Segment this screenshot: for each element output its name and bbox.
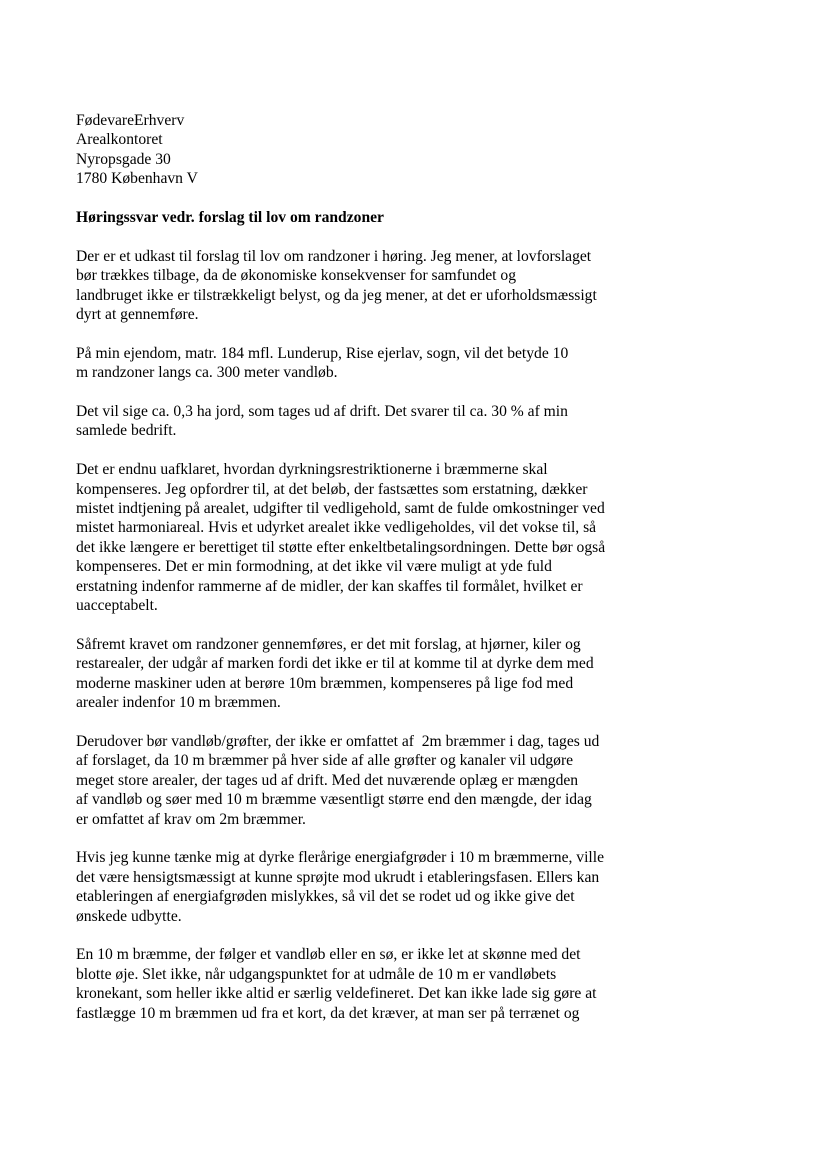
paragraph-line: etableringen af energiafgrøden mislykkes, så vil det se rodet ud og ikke give det (76, 888, 575, 906)
paragraph-line: arealer indenfor 10 m bræmmen. (76, 694, 281, 712)
paragraph-line: restarealer, der udgår af marken fordi det ikke er til at komme til at dyrke dem med (76, 655, 594, 673)
paragraph-8 (76, 945, 666, 1023)
paragraph-line: Det er endnu uafklaret, hvordan dyrkningsrestriktionerne i bræmmerne skal (76, 461, 548, 479)
paragraph-line: kronekant, som heller ikke altid er særlig veldefineret. Det kan ikke lade sig gøre at (76, 985, 597, 1003)
recipient-street: Nyropsgade 30 (76, 150, 171, 168)
paragraph-3 (76, 402, 666, 441)
paragraph-line: erstatning indenfor rammerne af de midler, der kan skaffes til formålet, hvilket er (76, 577, 583, 595)
paragraph-2 (76, 344, 666, 383)
paragraph-line: blotte øje. Slet ikke, når udgangspunktet for at udmåle de 10 m er vandløbets (76, 965, 557, 983)
paragraph-line: er omfattet af krav om 2m bræmmer. (76, 810, 306, 828)
paragraph-6 (76, 732, 666, 829)
paragraph-line: meget store arealer, der tages ud af drift. Med det nuværende oplæg er mængden (76, 771, 579, 789)
paragraph-4 (76, 460, 666, 615)
paragraph-line: samlede bedrift. (76, 422, 177, 440)
paragraph-line: En 10 m bræmme, der følger et vandløb eller en sø, er ikke let at skønne med det (76, 946, 581, 964)
paragraph-5 (76, 635, 666, 713)
paragraph-line: kompenseres. Jeg opfordrer til, at det beløb, der fastsættes som erstatning, dækker (76, 480, 588, 498)
paragraph-line: moderne maskiner uden at berøre 10m bræmmen, kompenseres på lige fod med (76, 674, 574, 692)
paragraph-line: uacceptabelt. (76, 597, 158, 615)
recipient-city: 1780 København V (76, 170, 198, 188)
paragraph-line: Der er et udkast til forslag til lov om randzoner i høring. Jeg mener, at lovforslaget (76, 247, 592, 265)
paragraph-line: af forslaget, da 10 m bræmmer på hver side af alle grøfter og kanaler vil udgøre (76, 752, 574, 770)
paragraph-line: Såfremt kravet om randzoner gennemføres, er det mit forslag, at hjørner, kiler og (76, 635, 581, 653)
paragraph-line: mistet harmoniareal. Hvis et udyrket arealet ikke vedligeholdes, vil det vokse til, så (76, 519, 597, 537)
paragraph-line: ønskede udbytte. (76, 907, 182, 925)
paragraph-line: m randzoner langs ca. 300 meter vandløb. (76, 364, 338, 382)
paragraph-line: mistet indtjening på arealet, udgifter til vedligehold, samt de fulde omkostninger ved (76, 500, 605, 518)
recipient-name: FødevareErhverv (76, 112, 185, 129)
recipient-address (76, 111, 666, 189)
paragraph-7 (76, 848, 666, 926)
paragraph-line: På min ejendom, matr. 184 mfl. Lunderup, Rise ejerlav, sogn, vil det betyde 10 (76, 344, 569, 362)
paragraph-line: dyrt at gennemføre. (76, 306, 199, 324)
letter-body (76, 111, 666, 1023)
paragraph-line: fastlægge 10 m bræmmen ud fra et kort, da det kræver, at man ser på terrænet og (76, 1004, 580, 1022)
letter-subject: Høringssvar vedr. forslag til lov om randzoner (76, 209, 384, 227)
paragraph-line: bør trækkes tilbage, da de økonomiske konsekvenser for samfundet og (76, 267, 516, 285)
paragraph-line: af vandløb og søer med 10 m bræmme væsentligt større end den mængde, der idag (76, 791, 592, 809)
paragraph-line: Derudover bør vandløb/grøfter, der ikke er omfattet af 2m bræmmer i dag, tages ud (76, 732, 600, 750)
paragraph-line: landbruget ikke er tilstrækkeligt belyst, og da jeg mener, at det er uforholdsmæssigt (76, 286, 597, 304)
paragraph-line: det være hensigtsmæssigt at kunne sprøjte mod ukrudt i etableringsfasen. Ellers kan (76, 868, 600, 886)
paragraph-line: Hvis jeg kunne tænke mig at dyrke flerårige energiafgrøder i 10 m bræmmerne, ville (76, 849, 605, 867)
recipient-department: Arealkontoret (76, 131, 163, 149)
paragraph-1 (76, 247, 666, 325)
paragraph-line: kompenseres. Det er min formodning, at det ikke vil være muligt at yde fuld (76, 558, 552, 576)
paragraph-line: Det vil sige ca. 0,3 ha jord, som tages ud af drift. Det svarer til ca. 30 % af min (76, 403, 568, 421)
paragraph-line: det ikke længere er berettiget til støtte efter enkeltbetalingsordningen. Dette bør også (76, 538, 606, 556)
